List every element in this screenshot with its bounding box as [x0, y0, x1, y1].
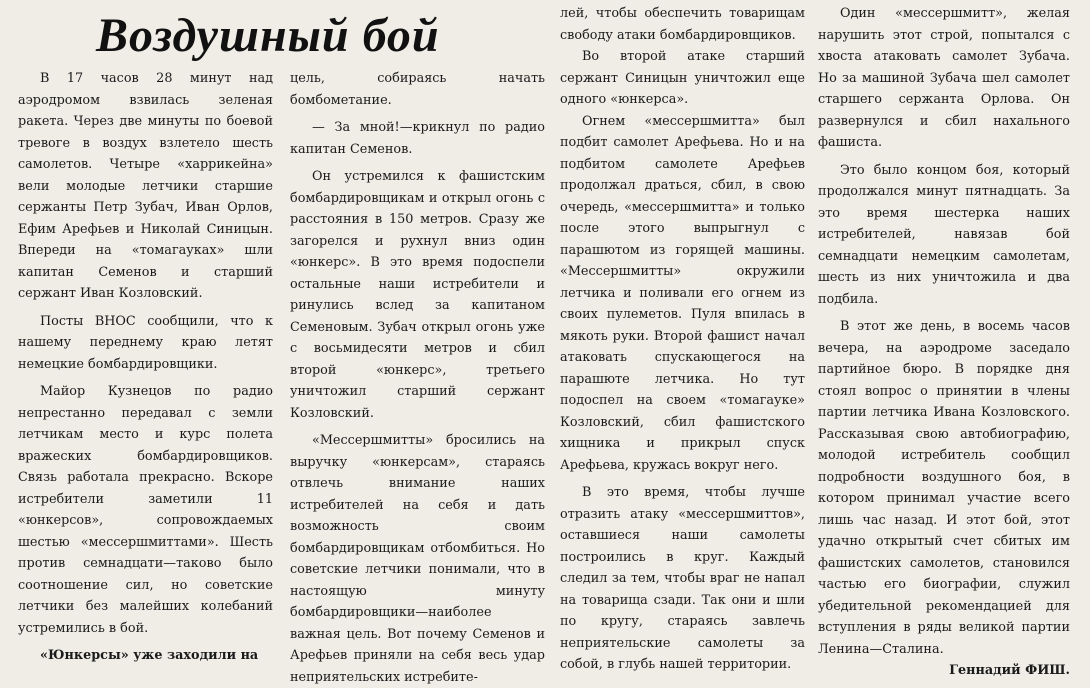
- paragraph: — За мной!—крикнул по радио капитан Семенов.: [290, 120, 545, 157]
- author-signature: Геннадий ФИШ.: [949, 663, 1070, 678]
- paragraph: В 17 часов 28 минут над аэродромом взвилась зеленая ракета. Через две минуты по боевой тревоге в воздух взлетело шесть самолетов. Четыре «харрикейна» вели молодые летчики старшие сержанты Петр Зубач, Иван Орлов, Ефим Арефьев и Николай Синицын. Впереди на «томагауках» шли капитан Семенов и старший сержант Иван Козловский.: [18, 71, 273, 301]
- paragraph: Это было концом боя, который продолжался минут пятнадцать. За это время шестерка наших истребителей, навязав бой семнадцати немецким самолетам, шесть из них уничтожила и два подбила.: [818, 162, 1070, 307]
- paragraph: цель, собираясь начать бомбометание.: [290, 71, 545, 108]
- paragraph: Он устремился к фашистским бомбардировщикам и открыл огонь с расстояния в 150 метров. Сразу же загорелся и рухнул вниз один «юнкерс». В это время подоспели остальные наши истребители и ринулись вслед за капитаном Семеновым. Зубач открыл огонь уже с восьмидесяти метров и сбил второй «юнкерс», третьего уничтожил старший сержант Козловский.: [290, 169, 545, 421]
- article-column-2: [290, 68, 545, 688]
- article-column-1: [18, 68, 273, 667]
- article-title: Воздушный бой: [96, 9, 440, 62]
- paragraph: Во второй атаке старший сержант Синицын уничтожил еще одного «юнкерса».: [560, 49, 805, 107]
- paragraph: «Мессершмитты» бросились на выручку «юнкерсам», стараясь отвлечь внимание наших истребителей на себя и дать возможность своим бомбардировщикам отбомбиться. Но советские летчики понимали, что в настоящую минуту бомбардировщики—наиболее важная цель. Вот почему Семенов и Арефьев приняли на себя весь удар неприятельских истребите-: [290, 433, 545, 685]
- paragraph: В этот же день, в восемь часов вечера, на аэродроме заседало партийное бюро. В порядке дня стоял вопрос о принятии в члены партии летчика Ивана Козловского. Рассказывая свою автобиографию, молодой истребитель сообщил подробности воздушного боя, в котором принимал участие всего лишь час назад. И этот бой, этот удачно открытый счет сбитых им фашистских самолетов, становился частью его биографии, служил убедительной рекомендацией для вступления в ряды великой партии Ленина—Сталина.: [818, 319, 1070, 657]
- paragraph: лей, чтобы обеспечить товарищам свободу атаки бомбардировщиков.: [560, 6, 805, 43]
- paragraph: Посты ВНОС сообщили, что к нашему переднему краю летят немецкие бомбардировщики.: [18, 313, 273, 372]
- paragraph: Огнем «мессершмитта» был подбит самолет Арефьева. Но и на подбитом самолете Арефьев продолжал драться, сбил, в свою очередь, «мессершмитта» и только после этого выпрыгнул с парашютом из горящей машины. «Мессершмитты» окружили летчика и поливали его огнем из своих пулеметов. Пуля впилась в мякоть руки. Второй фашист начал атаковать спускающегося на парашюте летчика. Но тут подоспел на своем «томагауке» Козловский, сбил фашистского хищника и прикрыл спуск Арефьева, кружась вокруг него.: [560, 113, 805, 473]
- paragraph: Один «мессершмитт», желая нарушить этот строй, попытался с хвоста атаковать самолет Зубача. Но за машиной Зубача шел самолет старшего сержанта Орлова. Он развернулся и сбил нахального фашиста.: [818, 6, 1070, 150]
- article-column-3: [560, 3, 805, 676]
- paragraph: Майор Кузнецов по радио непрестанно передавал с земли летчикам место и курс полета вражеских бомбардировщиков. Связь работала прекрасно. Вскоре истребители заметили 11 «юнкерсов», сопровождаемых шестью «мессершмиттами». Шесть против семнадцати—таково было соотношение сил, но советские летчики без малейших колебаний устремились в бой.: [18, 384, 273, 636]
- article-column-4: [818, 3, 1070, 682]
- paragraph: «Юнкерсы» уже заходили на: [40, 648, 259, 663]
- paragraph: В это время, чтобы лучше отразить атаку «мессершмиттов», оставшиеся наши самолеты построились в круг. Каждый следил за тем, чтобы враг не напал на товарища сзади. Так они и шли по кругу, стараясь завлечь неприятельские самолеты за собой, в глубь нашей территории.: [560, 485, 805, 672]
